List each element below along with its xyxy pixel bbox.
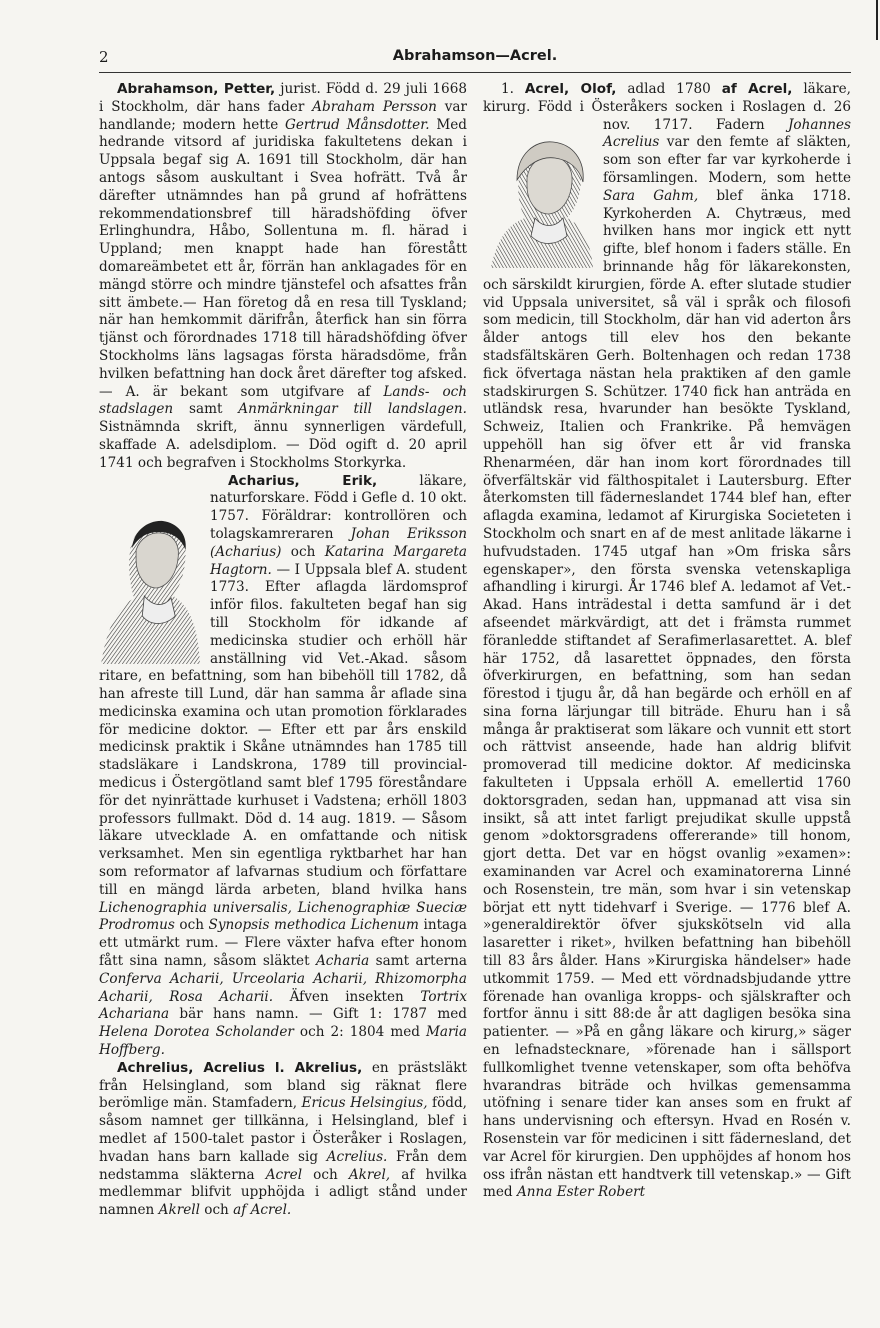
headword: Acrel, Olof, [524,81,617,97]
entry-acrel: 1. Acrel, Olof, adlad 1780 af Acrel, läkare, kirurg. Född i Österåkers socken i Roslagen d. 26 nov. 1717. Fadern Johannes Acrelius var den femte af släkten, som son efter far var kyrkoherde i församlingen. Modern, som hette Sara Gahm, blef änka 1718. Kyrkoherden A. Chytræus, med hvilken hans mor ingick ett nytt gifte, blef honom i faders ställe. En brinnande håg för läkarekonsten, och särskildt kirurgien, förde A. efter slutade studier vid Uppsala universitet, så väl i språk och filosofi som medicin, till Stockholm, där han vid aderton års ålder antogs till elev hos den bekante stadsfältskären Gerh. Boltenhagen och redan 1738 fick öfvertaga nästan hela praktiken af den gamle stadskirurgen S. Schützer. 1740 fick han anträda en utländsk resa, hvarunder han besökte Tyskland, Schweiz, Italien och Frankrike. På hemvägen uppehöll han sig öfver ett år vid franska Rhenarméen, där han inom kort förordnades till öfverfältskär vid fälthospitalet i Lautersburg. Efter återkomsten till fäderneslandet 1744 blef han, efter aflagda examina, ledamot af Kirurgiska Societeten i Stockholm och snart en af de mest anlitade läkarne i hufvudstaden. 1745 utgaf han »Om friska sårs egenskaper», den första svenska vetenskapliga afhandling i kirurgi. År 1746 blef A. ledamot af Vet.-Akad. Hans inträdestal i detta samfund är i det afseendet märkvärdigt, att det i främsta rummet föranledde stiftandet af Serafimerlasarettet. A. blef här 1752, då lasarettet öppnades, den första öfverkirurgen, en befattning, som han sedan förestod i tjugu år, då han begärde och erhöll en af sina forna lärjungar till biträde. Ehuru han i så många år praktiserat som läkare och vunnit ett stort och rättvist anseende, hade han aldrig blifvit promoverad till medicine doktor. Af medicinska fakulteten i Uppsala erhöll A. emellertid 1760 doktorsgraden, sedan han, uppmanad att visa sin insikt, så att intet farligt prejudikat skulle uppstå genom »doktorsgradens offererande» till honom, gjort detta. Det var en högst ovanlig »examen»: examinanden var Acrel och examinatorerna Linné och Rosenstein, tre män, som hvar i sin vetenskap börjat ett nytt tidehvarf i Sverige. — 1776 blef A. »generaldirektör öfver sjukskötseln vid alla lasaretter i riket», hvilken befattning han bibehöll till 83 års ålder. Hans »Kirurgiska händelser» hade utkommit 1759. — Med ett vördnadsbjudande yttre förenade han ovanliga kropps- och själskrafter och fortfor ännu i sitt 88:de år att dagligen besöka sina patienter. — »På en gång läkare och kirurg,» säger en lefnadstecknare, »förenade han i sällsport fullkomlighet tvenne vetenskaper, som ofta behöfva hvarandras biträde och hvilkas gemensamma utöfning i senare tider kan anses som en frukt af hans undervisning och eftersyn. Hvad en Rosén v. Rosenstein var för medicinen i sitt fädernesland, det var Acrel för kirurgien. Den upphöjdes af honom hos oss ifrån nästan ett handtverk till vetenskap.» — Gift med Anna Ester Robert [483,81,851,1201]
portrait-acharius [99,476,202,666]
running-title: Abrahamson—Acrel. [392,48,558,64]
left-column [99,81,467,1220]
entry-acharius: Acharius, Erik, läkare, naturforskare. Född i Gefle d. 10 okt. 1757. Föräldrar: kontrollören och tolagskamreraren Johan Eriksson (Acharius) och Katarina Margareta Hagtorn. — I Uppsala blef A. student 1773. Efter aflagda lärdomsprof inför filos. fakulteten begaf han sig till Stockholm för idkande af medicinska studier och erhöll här anställning vid Vet.-Akad. såsom ritare, en befattning, som han bibehöll till 1782, då han afreste till Lund, där han samma år aflade sina medicinska examina och utan promotion förklarades för medicine doktor. — Efter ett par års enskild medicinsk praktik i Skåne utnämndes han 1785 till stadsläkare i Landskrona, 1789 till provincial-medicus i Östergötland samt blef 1795 föreståndare för det nyinrättade kurhuset i Vadstena; erhöll 1803 professors fullmakt. Död d. 14 aug. 1819. — Såsom läkare utvecklade A. en omfattande och nitisk verksamhet. Men sin egentliga ryktbarhet har han som reformator af lafvarnas studium och författare till en mängd lärda arbeten, bland hvilka hans Lichenographia universalis, Lichenographiæ Sueciæ Prodromus och Synopsis methodica Lichenum intaga ett utmärkt rum. — Flere växter hafva efter honom fått sina namn, såsom släktet Acharia samt arterna Conferva Acharii, Urceolaria Acharii, Rhizomorpha Acharii, Rosa Acharii. Äfven insekten Tortrix Achariana bär hans namn. — Gift 1: 1787 med Helena Dorotea Scholander och 2: 1804 med Maria Hoffberg. [99,472,468,1059]
portrait-acrel [487,120,595,270]
page-header [99,48,851,70]
headword: Abrahamson, Petter, [117,81,276,97]
right-column [483,81,851,1202]
entry-number: 1. [501,81,514,97]
headword: Acharius, Erik, [228,472,378,489]
page-edge-mark [876,0,878,40]
entry-achrelius: Achrelius, Acrelius l. Akrelius, en prästsläkt från Helsingland, som bland sig räknat flere berömlige män. Stamfadern, Ericus Helsingius, född, såsom namnet ger tillkänna, i Helsingland, blef i medlet af 1500-talet pastor i Österåker i Roslagen, hvadan hans barn kallade sig Acrelius. Från dem nedstamma släkterna Acrel och Akrel, af hvilka medlemmar blifvit upphöjda i adligt stånd under namnen Akrell och af Acrel. [99,1059,467,1219]
page-number: 2 [99,48,109,66]
entry-abrahamson: Abrahamson, Petter, jurist. Född d. 29 juli 1668 i Stockholm, där hans fader Abraham Persson var handlande; modern hette Gertrud Månsdotter. Med hedrande vitsord af juridiska fakultetens dekan i Uppsala begaf sig A. 1691 till Stockholm, där han antogs såsom auskultant i Svea hofrätt. Två år därefter utnämndes han på grund af hofrättens rekommendationsbref till häradshöfding öfver Erlinghundra, Håbo, Sollentuna m. fl. härad i Uppland; men knappt hade han förestått domareämbetet ett år, förrän han anklagades för en mängd större och mindre tjänstefel och afsattes från sitt ämbete.— Han företog då en resa till Tyskland; när han hemkommit därifrån, återfick han sin förra tjänst och förordnades 1718 till häradshöfding öfver Stockholms läns lagsagas första häradsdöme, från hvilken befattning han dock året därefter tog afsked. — A. är bekant som utgifvare af Lands- och stadslagen samt Anmärkningar till landslagen. Sistnämnda skrift, ännu synnerligen värdefull, skaffade A. adelsdiplom. — Död ogift d. 20 april 1741 och begrafven i Stockholms Storkyrka. [99,81,468,471]
headword: Achrelius, Acrelius l. Akrelius, [117,1059,363,1076]
header-rule [99,72,851,73]
